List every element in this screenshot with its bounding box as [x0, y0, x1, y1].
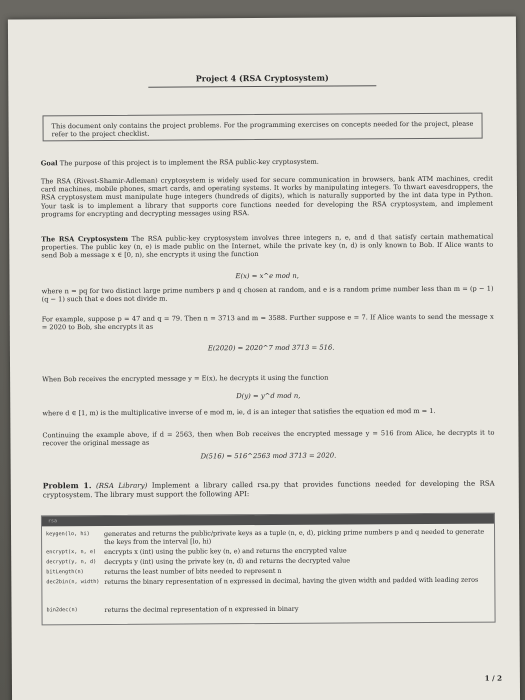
- rsa-label: The RSA Cryptosystem: [41, 234, 129, 244]
- example-decrypt-equation: D(516) = 516^2563 mod 3713 = 2020.: [200, 451, 337, 461]
- encrypt-equation: E(x) = x^e mod n,: [235, 271, 299, 281]
- goal-text: The purpose of this project is to implement the RSA public-key cryptosystem.: [59, 157, 319, 168]
- api-fn: dec2bin(n, width): [46, 579, 100, 586]
- api-row-bin2dec: [42, 604, 494, 614]
- api-desc: returns the binary representation of n expressed in decimal, having the given width and padded with leading zeros: [104, 575, 479, 586]
- example-encrypt-paragraph: For example, suppose p = 47 and q = 79. Then n = 3713 and m = 3588. Further suppose e = 7. If Alice wants to send the message x = 2020 to Bob, she encrypts it as: [41, 312, 494, 332]
- example-encrypt-equation: E(2020) = 2020^7 mod 3713 = 516.: [207, 343, 335, 353]
- problem1-label: Problem 1.: [42, 481, 92, 491]
- where-d-paragraph: where d ∈ [1, m) is the multiplicative inverse of e mod m, ie, d is an integer that satisfies the equation ed mod m = 1.: [42, 406, 436, 418]
- api-fn: keygen(lo, hi): [46, 531, 90, 538]
- api-fn: decrypt(y, n, d): [46, 559, 97, 566]
- api-row-keygen: [42, 527, 494, 546]
- api-row-dec2bin: [42, 575, 494, 586]
- page-title: Project 4 (RSA Cryptosystem): [195, 72, 329, 84]
- api-row-encrypt: [42, 546, 494, 556]
- api-table-header: [42, 514, 494, 527]
- goal-paragraph: [41, 157, 493, 168]
- api-desc: returns the decimal representation of n expressed in binary: [104, 604, 299, 614]
- rsa-paragraph: [41, 233, 493, 260]
- example-decrypt-paragraph: Continuing the example above, if d = 2563, then when Bob receives the encrypted message y = 516 from Alice, he decrypts it to recover the original message as: [42, 428, 495, 448]
- decrypt-intro-paragraph: When Bob receives the encrypted message y = E(x), he decrypts it using the function: [42, 373, 329, 384]
- problem1-paragraph: [43, 479, 495, 501]
- problem1-text: Implement a library called rsa.py that provides functions needed for developing the RSA cryptosystem. The library must support the following API:: [42, 479, 495, 500]
- document-page: [8, 16, 520, 700]
- api-fn: bitLength(n): [46, 569, 84, 576]
- api-row-bitlength: [42, 566, 494, 576]
- page-number: 1 / 2: [484, 673, 502, 683]
- where-n-paragraph: where n = pq for two distinct large prime numbers p and q chosen at random, and e is a random prime number less than m = (p − 1)(q − 1) such that e does not divide m.: [41, 284, 494, 304]
- api-desc: encrypts x (int) using the public key (n, e) and returns the encrypted value: [104, 546, 347, 556]
- api-fn: bin2dec(n): [46, 607, 78, 614]
- rsa-text: The RSA public-key cryptosystem involves three integers n, e, and d that satisfy certain mathematical properties. The public key (n, e) is made public on the Internet, while the private key (n, d) is only known to Bob. If Alice wants to send Bob a message x ∈ [0, n), she encrypts it using the function: [41, 232, 494, 260]
- api-desc: generates and returns the public/private keys as a tuple (n, e, d), picking prime numbers p and q needed to generate the keys from the interval [lo, hi): [104, 527, 485, 546]
- goal-label: Goal: [40, 159, 58, 168]
- title-underline: [148, 85, 376, 87]
- checklist-notice-box: This document only contains the project problems. For the programming exercises on concepts needed for the project, please refer to the project checklist.: [42, 113, 482, 142]
- api-desc: decrypts y (int) using the private key (n, d) and returns the decrypted value: [104, 556, 351, 566]
- api-row-decrypt: [42, 556, 494, 566]
- api-desc: returns the least number of bits needed to represent n: [104, 566, 282, 576]
- intro-paragraph: The RSA (Rivest-Shamir-Adleman) cryptosystem is widely used for secure communication in browsers, bank ATM machines, credit card machines, mobile phones, smart cards, and operating systems. It works by manipulating integers. To thwart eavesdroppers, the RSA cryptosystem must manipulate huge integers (hundreds of digits), which is naturally supported by the int data type in Python. Your task is to implement a library that supports core functions needed for developing the RSA cryptosystem, and implement programs for encrypting and decrypting messages using RSA.: [40, 174, 494, 219]
- api-header-label: rsa: [47, 518, 58, 525]
- api-table: [41, 513, 496, 626]
- problem1-italic: (RSA Library): [95, 481, 148, 491]
- api-fn: encrypt(x, n, e): [46, 549, 97, 556]
- decrypt-equation: D(y) = y^d mod n,: [236, 391, 301, 401]
